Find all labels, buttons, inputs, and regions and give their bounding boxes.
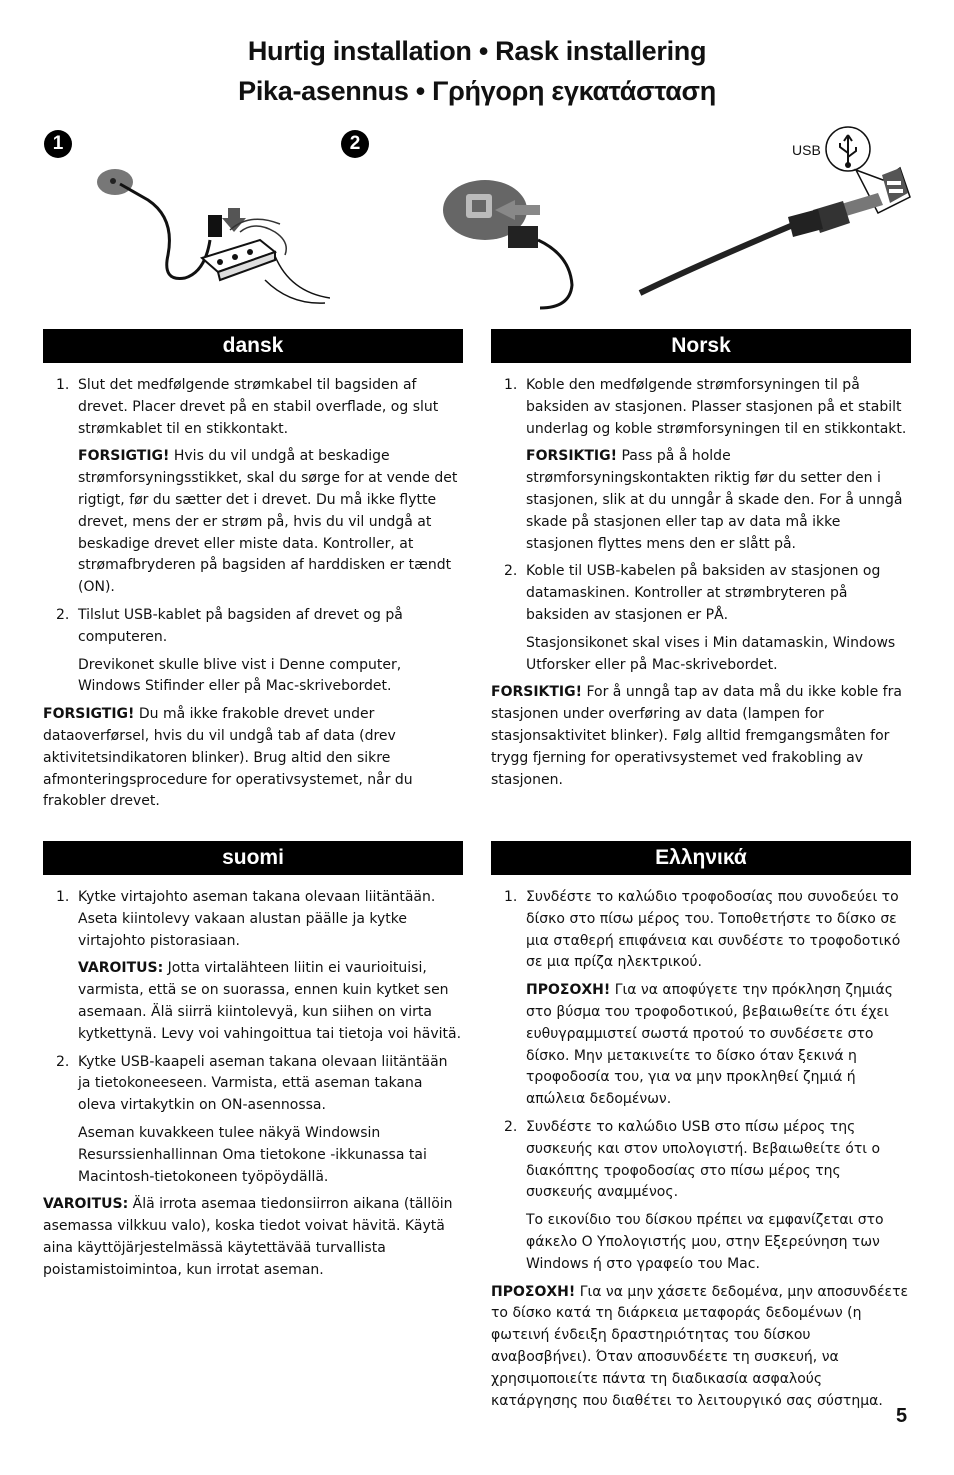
usb-drive-connection-illustration <box>440 170 590 310</box>
list-item: 1. Kytke virtajohto aseman takana olevaan liitäntään. Aseta kiintolevy vakaan alustan päälle ja kytke virtajohto pistorasiaan. <box>56 889 436 949</box>
warning-note: FORSIKTIG! Pass på å holde strømforsyningskontakten riktig før du setter den i stasjonen, slik at du unngår å skade den. For å unngå skade på stasjonen eller tap av data må ikke stasjonen flyttes mens den er slått på. <box>526 448 903 552</box>
section-dansk-heading: dansk <box>43 329 463 363</box>
final-warning: VAROITUS: Älä irrota asemaa tiedonsiirron aikana (tällöin asemassa vilkkuu valo), koska tiedot voivat hävitä. Käytä aina käyttöjärjestelmässä käytettävää turvallista poistamistoimintoa, kun irrotat aseman. <box>43 1196 453 1278</box>
section-norsk-heading: Norsk <box>491 329 911 363</box>
info-note: Aseman kuvakkeen tulee näkyä Windowsin Resurssienhallinnan Oma tietokone -ikkunassa tai Macintosh-tietokoneen työpöydällä. <box>78 1124 427 1185</box>
list-item: 1. Slut det medfølgende strømkabel til bagsiden af drevet. Placer drevet på en stabil overflade, og slut strømkablet til en stikkontakt. <box>56 377 439 437</box>
section-suomi <box>43 841 463 1282</box>
section-ellinika <box>491 841 911 1412</box>
list-item: 2. Tilslut USB-kablet på bagsiden af drevet og på computeren. <box>56 606 403 645</box>
page-number: 5 <box>896 1405 908 1427</box>
usb-label: USB <box>792 142 821 158</box>
list-item: 2. Kytke USB-kaapeli aseman takana olevaan liitäntään ja tietokoneeseen. Varmista, että aseman takana oleva virtakytkin on ON-asennossa. <box>56 1053 448 1114</box>
page-title-line-1: Hurtig installation • Rask installering <box>247 36 707 66</box>
section-dansk <box>43 329 463 813</box>
step-2-marker: 2 <box>341 130 369 158</box>
section-norsk <box>491 329 911 791</box>
power-connection-illustration <box>90 160 330 310</box>
list-item: 2. Συνδέστε το καλώδιο USB στο πίσω μέρος της συσκευής και στον υπολογιστή. Βεβαιωθείτε ότι ο διακόπτης τροφοδοσίας στο πίσω μέρος της συσκευής αναμμένος. <box>504 1118 881 1201</box>
info-note: Stasjonsikonet skal vises i Min datamaskin, Windows Utforsker eller på Mac-skrivebordet. <box>526 634 896 673</box>
step-1-marker: 1 <box>44 130 72 158</box>
info-note: Drevikonet skulle blive vist i Denne computer, Windows Stifinder eller på Mac-skrivebordet. <box>78 656 402 695</box>
list-item: 1. Συνδέστε το καλώδιο τροφοδοσίας που συνοδεύει το δίσκο στο πίσω μέρος του. Τοποθετήστε το δίσκο σε μια σταθερή επιφάνεια και συνδέστε το τροφοδοτικό σε μια πρίζα ηλεκτρικού. <box>504 889 901 971</box>
list-item: 2. Koble til USB-kabelen på baksiden av stasjonen og datamaskinen. Kontroller at strømbryteren på baksiden av stasjonen er PÅ. <box>504 563 881 623</box>
section-ellinika-heading: Ελληνικά <box>491 841 911 875</box>
info-note: Το εικονίδιο του δίσκου πρέπει να εμφανίζεται στο φάκελο Ο Υπολογιστής μου, στην Εξερεύνηση των Windows ή στο γραφείο του Mac. <box>526 1212 884 1272</box>
warning-note: ΠΡΟΣΟΧΗ! Για να αποφύγετε την πρόκληση ζημιάς στο βύσμα του τροφοδοτικού, βεβαιωθείτε ότι έχει ευθυγραμμιστεί σωστά προτού το συνδέσετε στο δίσκο. Μην μετακινείτε το δίσκο όταν ξεκινά η τροφοδοσία του, για να μην προκληθεί ζημιά ή απώλεια δεδομένων. <box>526 982 893 1108</box>
final-warning: ΠΡΟΣΟΧΗ! Για να μην χάσετε δεδομένα, μην αποσυνδέετε το δίσκο κατά τη διάρκεια μεταφοράς δεδομένων (η φωτεινή ένδειξη δραστηριότητας του δίσκου αναβοσβήνει). Όταν αποσυνδέετε τη συσκευή, να χρησιμοποιείτε πάντα τη διαδικασία ασφαλούς κατάργησης που διαθέτει το λειτουργικό σας σύστημα. <box>491 1283 909 1409</box>
warning-note: VAROITUS: Jotta virtalähteen liitin ei vaurioituisi, varmista, että se on suorassa, ennen kuin kytket sen asemaan. Älä siirrä kiintolevyä, kun siihen on virta kytkettynä. Levy voi vahingoittua tai tietoja voi hävitä. <box>78 960 462 1042</box>
list-item: 1. Koble den medfølgende strømforsyningen til på baksiden av stasjonen. Plasser stasjonen på et stabilt underlag og koble strømforsyningen til en stikkontakt. <box>504 377 907 437</box>
warning-note: FORSIGTIG! Hvis du vil undgå at beskadige strømforsyningsstikket, skal du sørge for at vende det rigtigt, før du sætter det i drevet. Du må ikke flytte drevet, mens der er strøm på, hvis du vil undgå at beskadige drevet eller miste data. Kontroller, at strømafbryderen på bagsiden af harddisken er tændt (ON). <box>78 448 458 596</box>
page-title-line-2: Pika-asennus • Γρήγορη εγκατάσταση <box>238 76 716 106</box>
final-warning: FORSIGTIG! Du må ikke frakoble drevet under dataoverførsel, hvis du vil undgå tab af data (drev aktivitetsindikatoren blinker). Brug altid den sikre afmonteringsprocedure for operativsystemet, når du frakobler drevet. <box>43 706 413 810</box>
section-suomi-heading: suomi <box>43 841 463 875</box>
usb-computer-connection-illustration <box>638 125 918 300</box>
final-warning: FORSIKTIG! For å unngå tap av data må du ikke koble fra stasjonen under overføring av data (lampen for stasjonsaktivitet blinker). Følg alltid fremgangsmåten for trygg fjerning for operativsystemet ved frakobling av stasjonen. <box>491 684 902 788</box>
